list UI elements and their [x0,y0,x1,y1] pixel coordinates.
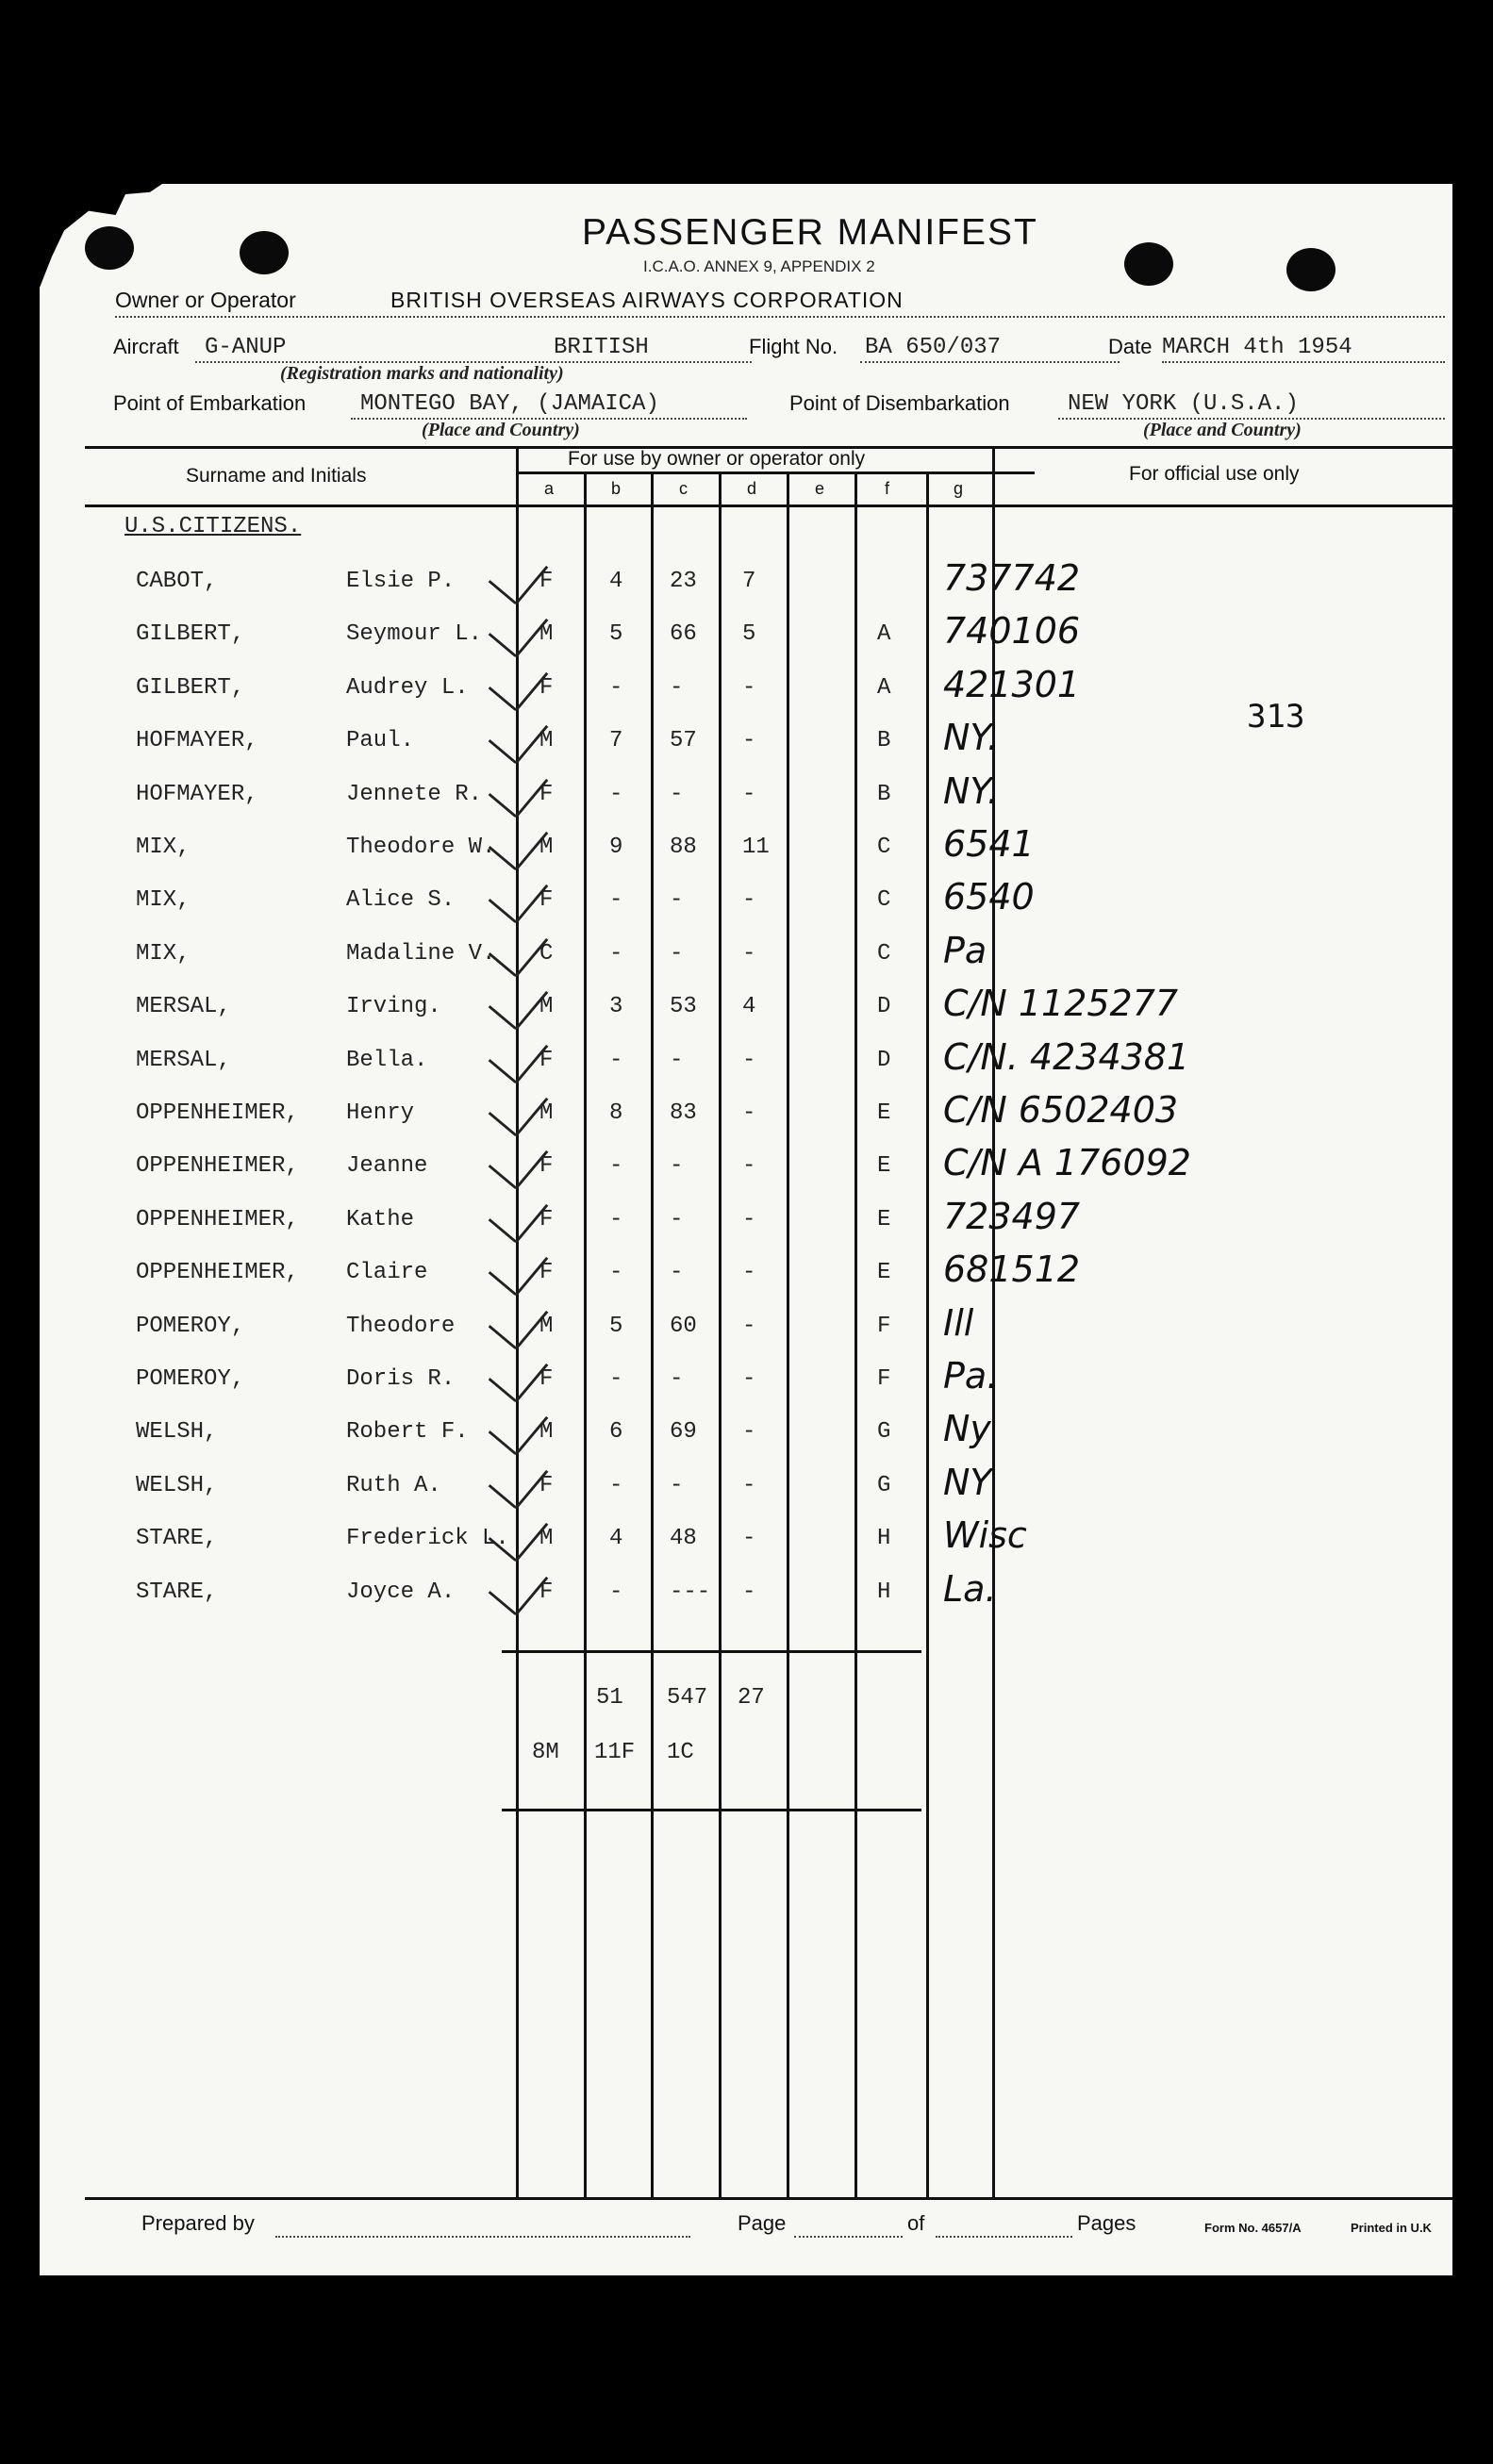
count-a: 8M [532,1740,559,1765]
passenger-col-c: - [670,887,684,913]
count-c: 1C [667,1740,694,1765]
footer-rule [85,2197,1452,2200]
registration-note: (Registration marks and nationality) [280,363,564,384]
passenger-surname: OPPENHEIMER, [136,1207,299,1232]
column-rule [584,471,587,2197]
passenger-col-b: 8 [609,1100,623,1126]
passenger-initials: Seymour L. [346,621,483,647]
passenger-col-b: - [609,941,623,967]
check-mark-icon [489,651,549,713]
passenger-col-c: - [670,1153,684,1179]
margin-note: 313 [1247,698,1305,736]
passenger-surname: STARE, [136,1579,218,1605]
column-letter: b [611,479,622,498]
passenger-col-c: - [670,1473,684,1498]
passenger-col-c: - [670,1207,684,1232]
punch-hole [1124,242,1173,286]
column-rule [992,448,995,2197]
passenger-col-c: 66 [670,621,697,647]
passenger-col-b: - [609,1260,623,1285]
passenger-surname: MIX, [136,835,191,860]
disembarkation-label: Point of Disembarkation [789,391,1010,415]
passenger-col-f: E [877,1100,891,1126]
passenger-sex: F [539,569,554,594]
official-annotation: C/N 1125277 [943,983,1179,1024]
date-label: Date [1108,335,1153,358]
passenger-col-f: B [877,782,891,807]
passenger-col-d: - [742,1366,756,1392]
flight-value: BA 650/037 [865,335,1002,360]
check-mark-icon [489,863,549,925]
passenger-surname: MIX, [136,941,191,967]
page-label: Page [738,2211,787,2235]
totals-bottom-rule [502,1809,921,1811]
official-annotation: 681512 [943,1249,1081,1290]
passenger-surname: WELSH, [136,1473,218,1498]
passenger-col-f: F [877,1366,891,1392]
check-mark-icon [489,1289,549,1351]
passenger-col-f: H [877,1579,891,1605]
passenger-sex: M [539,1419,554,1445]
passenger-col-c: - [670,675,684,701]
passenger-col-c: 69 [670,1419,697,1445]
column-letter: g [954,479,964,498]
disembarkation-value: NEW YORK (U.S.A.) [1068,391,1299,417]
passenger-initials: Kathe [346,1207,415,1232]
column-letter: e [815,479,825,498]
passenger-col-b: - [609,1207,623,1232]
column-rule [719,471,722,2197]
passenger-col-d: - [742,728,756,753]
check-mark-icon [489,597,549,659]
passenger-col-d: 11 [742,835,770,860]
passenger-sex: F [539,675,554,701]
passenger-initials: Elsie P. [346,569,456,594]
passenger-col-c: - [670,1366,684,1392]
passenger-surname: POMEROY, [136,1366,245,1392]
passenger-col-b: - [609,1579,623,1605]
passenger-col-c: 48 [670,1526,697,1551]
embarkation-label: Point of Embarkation [113,391,307,415]
page-subtitle: I.C.A.O. ANNEX 9, APPENDIX 2 [643,257,875,275]
passenger-initials: Robert F. [346,1419,469,1445]
official-annotation: Pa [943,930,987,971]
passenger-col-d: - [742,1526,756,1551]
passenger-col-f: C [877,887,891,913]
check-mark-icon [489,1129,549,1191]
passenger-surname: GILBERT, [136,675,245,701]
check-mark-icon [489,810,549,872]
passenger-col-b: 5 [609,1314,623,1339]
passenger-initials: Paul. [346,728,415,753]
check-mark-icon [489,757,549,819]
official-header: For official use only [1129,463,1300,485]
passenger-col-d: - [742,1419,756,1445]
passenger-col-f: G [877,1419,891,1445]
passenger-col-d: - [742,675,756,701]
passenger-surname: OPPENHEIMER, [136,1100,299,1126]
passenger-initials: Henry [346,1100,415,1126]
totals-top-rule [502,1650,921,1653]
passenger-sex: M [539,1526,554,1551]
passenger-surname: MIX, [136,887,191,913]
column-rule [926,471,929,2197]
passenger-sex: C [539,941,554,967]
passenger-col-c: 60 [670,1314,697,1339]
passenger-col-b: - [609,1153,623,1179]
pages-label: Pages [1077,2211,1136,2235]
passenger-col-c: 23 [670,569,697,594]
nationality-value: BRITISH [554,335,649,360]
passenger-col-d: - [742,1260,756,1285]
section-label: U.S.CITIZENS. [124,514,302,539]
official-annotation: Pa. [943,1355,999,1397]
column-rule [787,471,789,2197]
column-letter: a [544,479,555,498]
punch-hole [240,231,289,274]
passenger-col-f: D [877,1048,891,1073]
passenger-surname: OPPENHEIMER, [136,1260,299,1285]
passenger-sex: M [539,1100,554,1126]
passenger-col-f: H [877,1526,891,1551]
passenger-col-f: A [877,675,891,701]
official-annotation: Wisc [943,1514,1027,1556]
passenger-col-c: --- [670,1579,711,1605]
passenger-sex: M [539,621,554,647]
passenger-col-c: - [670,941,684,967]
flight-label: Flight No. [749,335,838,358]
official-annotation: Ny [943,1408,991,1449]
printed-note: Printed in U.K [1351,2221,1432,2235]
check-mark-icon [489,1182,549,1245]
passenger-col-d: - [742,1153,756,1179]
passenger-col-b: - [609,675,623,701]
passenger-col-c: 57 [670,728,697,753]
column-letter: c [679,479,688,498]
check-mark-icon [489,1235,549,1298]
passenger-initials: Joyce A. [346,1579,456,1605]
official-annotation: 737742 [943,557,1081,599]
passenger-sex: M [539,835,554,860]
passenger-surname: MERSAL, [136,994,231,1019]
passenger-sex: F [539,782,554,807]
passenger-initials: Ruth A. [346,1473,441,1498]
official-annotation: 6540 [943,876,1035,918]
aircraft-label: Aircraft [113,335,179,358]
total-b: 51 [596,1685,623,1711]
passenger-col-f: E [877,1153,891,1179]
check-mark-icon [489,917,549,979]
passenger-col-d: - [742,941,756,967]
passenger-col-b: 4 [609,1526,623,1551]
passenger-surname: STARE, [136,1526,218,1551]
passenger-col-f: E [877,1207,891,1232]
passenger-col-f: E [877,1260,891,1285]
passenger-col-f: D [877,994,891,1019]
check-mark-icon [489,1076,549,1138]
passenger-col-b: - [609,1473,623,1498]
column-letter: f [885,479,890,498]
passenger-col-b: 9 [609,835,623,860]
passenger-col-d: - [742,1579,756,1605]
official-annotation: C/N. 4234381 [943,1036,1190,1078]
passenger-surname: GILBERT, [136,621,245,647]
passenger-col-c: 83 [670,1100,697,1126]
passenger-col-b: 3 [609,994,623,1019]
passenger-sex: F [539,1366,554,1392]
official-annotation: 6541 [943,823,1035,865]
passenger-initials: Audrey L. [346,675,469,701]
passenger-col-c: - [670,782,684,807]
passenger-sex: M [539,994,554,1019]
passenger-sex: F [539,1473,554,1498]
passenger-col-b: 7 [609,728,623,753]
operator-header-rule [516,471,1035,474]
passenger-sex: M [539,1314,554,1339]
passenger-surname: HOFMAYER, [136,728,258,753]
official-annotation: 421301 [943,664,1081,705]
passenger-col-d: - [742,1473,756,1498]
passenger-col-c: - [670,1048,684,1073]
owner-label: Owner or Operator [115,288,296,312]
owner-value: BRITISH OVERSEAS AIRWAYS CORPORATION [390,288,904,312]
passenger-col-c: 88 [670,835,697,860]
passenger-col-d: - [742,1314,756,1339]
passenger-surname: HOFMAYER, [136,782,258,807]
check-mark-icon [489,703,549,766]
passenger-col-f: G [877,1473,891,1498]
passenger-sex: F [539,1579,554,1605]
column-rule [854,471,857,2197]
header-bottom-rule [85,504,1452,507]
official-annotation: NY. [943,770,999,812]
check-mark-icon [489,1448,549,1511]
check-mark-icon [489,969,549,1032]
passenger-initials: Alice S. [346,887,456,913]
passenger-col-b: 4 [609,569,623,594]
operator-header: For use by owner or operator only [568,448,866,470]
manifest-sheet [40,184,1452,2275]
passenger-col-b: - [609,887,623,913]
passenger-sex: F [539,1207,554,1232]
passenger-initials: Madaline V. [346,941,496,967]
passenger-initials: Jennete R. [346,782,483,807]
official-annotation: NY. [943,717,999,758]
aircraft-value: G-ANUP [205,335,287,360]
passenger-col-b: 6 [609,1419,623,1445]
passenger-surname: POMEROY, [136,1314,245,1339]
passenger-initials: Doris R. [346,1366,456,1392]
surname-header: Surname and Initials [186,465,367,487]
passenger-initials: Theodore [346,1314,456,1339]
passenger-col-f: B [877,728,891,753]
check-mark-icon [489,1501,549,1563]
date-value: MARCH 4th 1954 [1162,335,1352,360]
passenger-sex: M [539,728,554,753]
passenger-col-d: - [742,887,756,913]
passenger-col-d: 5 [742,621,756,647]
passenger-col-d: - [742,782,756,807]
official-annotation: C/N A 176092 [943,1142,1191,1183]
passenger-surname: WELSH, [136,1419,218,1445]
official-annotation: 740106 [943,610,1081,652]
passenger-sex: F [539,887,554,913]
passenger-initials: Irving. [346,994,441,1019]
passenger-initials: Jeanne [346,1153,428,1179]
total-c: 547 [667,1685,708,1711]
passenger-col-f: C [877,941,891,967]
embarkation-value: MONTEGO BAY, (JAMAICA) [360,391,659,417]
column-rule [651,471,654,2197]
punch-hole [1286,248,1335,291]
passenger-col-d: - [742,1048,756,1073]
passenger-surname: CABOT, [136,569,218,594]
official-annotation: NY [943,1462,992,1503]
passenger-col-d: - [742,1100,756,1126]
passenger-col-b: 5 [609,621,623,647]
passenger-col-f: A [877,621,891,647]
check-mark-icon [489,544,549,606]
of-label: of [907,2211,925,2235]
passenger-surname: MERSAL, [136,1048,231,1073]
official-annotation: La. [943,1568,997,1610]
passenger-col-f: C [877,835,891,860]
column-letter: d [747,479,757,498]
count-b: 11F [594,1740,636,1765]
punch-hole [85,226,134,270]
passenger-col-c: 53 [670,994,697,1019]
passenger-surname: OPPENHEIMER, [136,1153,299,1179]
passenger-col-d: 7 [742,569,756,594]
check-mark-icon [489,1342,549,1404]
official-annotation: C/N 6502403 [943,1089,1179,1131]
prepared-label: Prepared by [141,2211,255,2235]
passenger-col-d: - [742,1207,756,1232]
official-annotation: Ill [943,1302,974,1344]
check-mark-icon [489,1555,549,1617]
disembarkation-note: (Place and Country) [1143,420,1302,440]
passenger-col-b: - [609,1048,623,1073]
passenger-col-b: - [609,782,623,807]
passenger-sex: F [539,1153,554,1179]
passenger-initials: Claire [346,1260,428,1285]
total-d: 27 [738,1685,765,1711]
check-mark-icon [489,1395,549,1457]
passenger-sex: F [539,1048,554,1073]
embarkation-note: (Place and Country) [422,420,580,440]
passenger-col-c: - [670,1260,684,1285]
check-mark-icon [489,1023,549,1085]
official-annotation: 723497 [943,1196,1081,1237]
page-title: PASSENGER MANIFEST [582,212,1038,253]
passenger-initials: Bella. [346,1048,428,1073]
passenger-sex: F [539,1260,554,1285]
passenger-initials: Theodore W. [346,835,496,860]
passenger-initials: Frederick L. [346,1526,509,1551]
form-number: Form No. 4657/A [1204,2221,1302,2235]
passenger-col-d: 4 [742,994,756,1019]
passenger-col-b: - [609,1366,623,1392]
passenger-col-f: F [877,1314,891,1339]
